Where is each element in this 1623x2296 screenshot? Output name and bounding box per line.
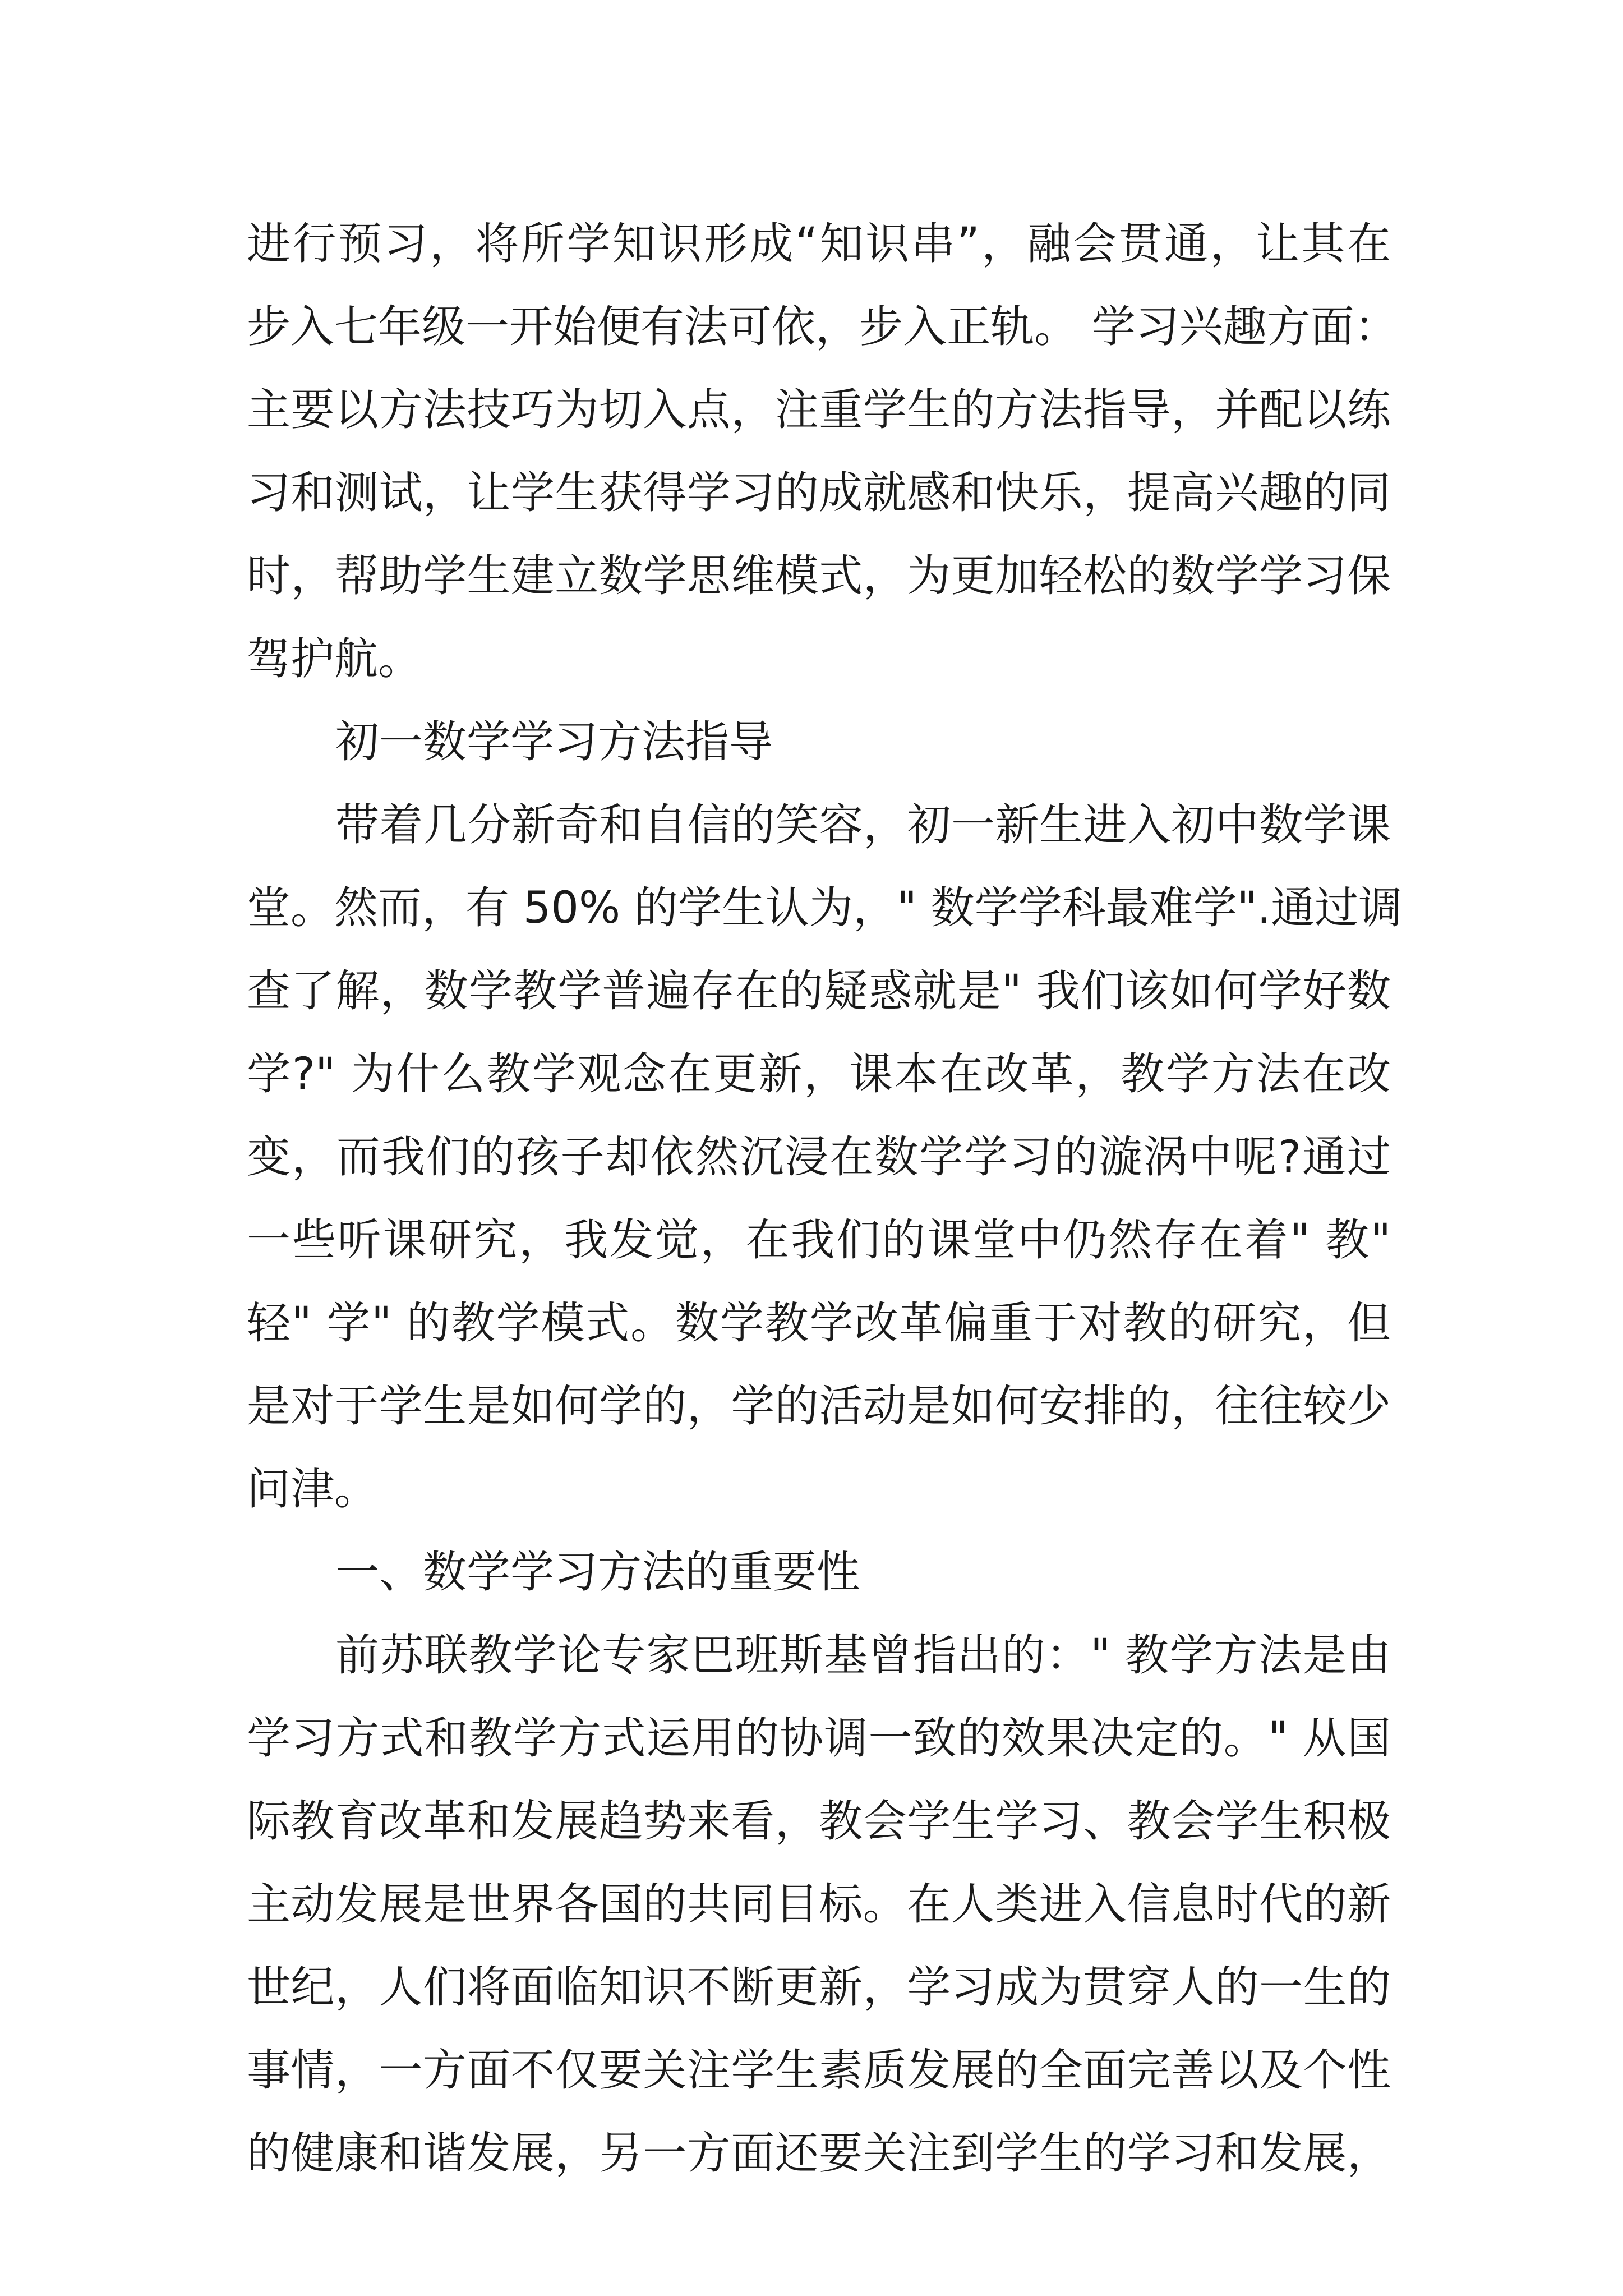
text-line: 查了解，数学教学普遍存在的疑惑就是" 我们该如何学好数	[247, 966, 1391, 1016]
text-line: 是对于学生是如何学的，学的活动是如何安排的，往往较少	[247, 1381, 1391, 1432]
text-line: 习和测试，让学生获得学习的成就感和快乐，提高兴趣的同	[247, 468, 1391, 518]
section-heading: 初一数学学习方法指导	[335, 717, 773, 767]
text-line: 问津。	[247, 1464, 379, 1515]
text-line: 步入七年级一开始便有法可依，步入正轨。 学习兴趣方面：	[247, 302, 1398, 352]
text-line: 驾护航。	[247, 634, 422, 684]
text-line: 时，帮助学生建立数学思维模式，为更加轻松的数学学习保	[247, 551, 1391, 601]
text-line: 变，而我们的孩子却依然沉浸在数学学习的漩涡中呢?通过	[247, 1132, 1391, 1182]
section-heading: 一、数学学习方法的重要性	[335, 1547, 861, 1598]
text-line: 前苏联教学论专家巴班斯基曾指出的：" 教学方法是由	[335, 1630, 1391, 1681]
text-line: 的健康和谐发展，另一方面还要关注到学生的学习和发展，	[247, 2128, 1391, 2179]
text-line: 主要以方法技巧为切入点，注重学生的方法指导，并配以练	[247, 385, 1391, 435]
text-line: 事情，一方面不仅要关注学生素质发展的全面完善以及个性	[247, 2045, 1391, 2096]
text-line: 主动发展是世界各国的共同目标。在人类进入信息时代的新	[247, 1879, 1391, 1930]
text-line: 际教育改革和发展趋势来看，教会学生学习、教会学生积极	[247, 1796, 1391, 1847]
text-line: 进行预习，将所学知识形成“知识串”，融会贯通，让其在	[247, 219, 1391, 269]
text-line: 轻" 学" 的教学模式。数学教学改革偏重于对教的研究，但	[247, 1298, 1391, 1349]
text-line: 带着几分新奇和自信的笑容，初一新生进入初中数学课	[335, 800, 1391, 850]
text-line: 世纪，人们将面临知识不断更新，学习成为贯穿人的一生的	[247, 1962, 1391, 2013]
text-line: 学?" 为什么教学观念在更新，课本在改革，教学方法在改	[247, 1049, 1391, 1099]
text-line: 一些听课研究，我发觉，在我们的课堂中仍然存在着" 教"	[247, 1215, 1391, 1266]
text-line: 堂。然而，有 50% 的学生认为，" 数学学科最难学".通过调	[247, 883, 1403, 933]
text-line: 学习方式和教学方式运用的协调一致的效果决定的。" 从国	[247, 1713, 1391, 1764]
